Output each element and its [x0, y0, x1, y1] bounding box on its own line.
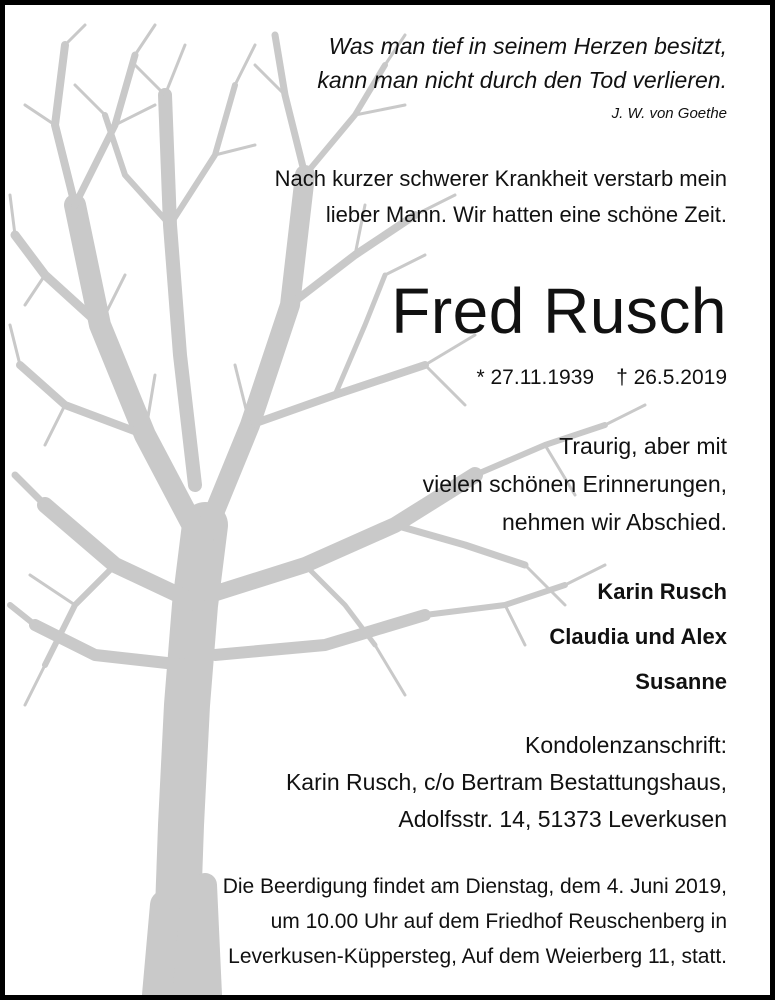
intro-line: lieber Mann. Wir hatten eine schöne Zeit.	[325, 202, 727, 227]
survivors-list	[549, 569, 727, 704]
funeral-line: Leverkusen-Küppersteg, Auf dem Weierberg 11, statt.	[228, 945, 727, 968]
quote-author: J. W. von Goethe	[611, 105, 727, 122]
funeral-details	[223, 869, 727, 974]
condolence-line: Karin Rusch, c/o Bertram Bestattungshaus,	[285, 769, 727, 795]
death-date: † 26.5.2019	[616, 366, 727, 389]
survivor-name: Claudia und Alex	[549, 624, 727, 649]
survivor-name: Susanne	[635, 669, 727, 694]
mourning-text	[423, 427, 727, 541]
mourning-line: nehmen wir Abschied.	[501, 509, 727, 535]
mourning-line: Traurig, aber mit	[559, 433, 727, 459]
condolence-line: Kondolenzanschrift:	[524, 732, 727, 758]
funeral-line: um 10.00 Uhr auf dem Friedhof Reuschenberg in	[270, 910, 727, 933]
funeral-line: Die Beerdigung findet am Dienstag, dem 4. Juni 2019,	[222, 875, 727, 898]
life-dates	[477, 363, 728, 393]
quote-line: Was man tief in seinem Herzen besitzt,	[328, 33, 727, 59]
condolence-line: Adolfsstr. 14, 51373 Leverkusen	[398, 806, 727, 832]
intro-text	[275, 161, 727, 233]
survivor-name: Karin Rusch	[597, 579, 727, 604]
quote-line: kann man nicht durch den Tod verlieren.	[317, 67, 727, 93]
birth-date: * 27.11.1939	[476, 366, 595, 389]
mourning-line: vielen schönen Erinnerungen,	[422, 471, 727, 497]
condolence-address	[286, 727, 727, 838]
deceased-name: Fred Rusch	[391, 275, 727, 347]
quote	[317, 29, 727, 97]
intro-line: Nach kurzer schwerer Krankheit verstarb mein	[274, 166, 727, 191]
